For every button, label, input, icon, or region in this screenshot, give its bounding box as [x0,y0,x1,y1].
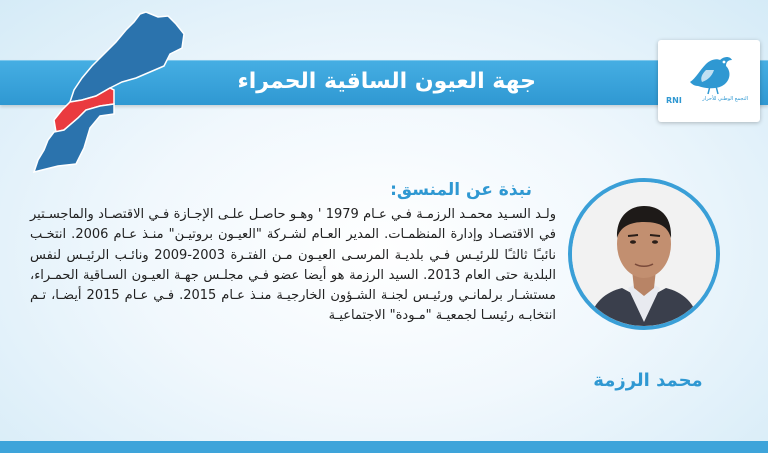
bio-text: ولـد السـيد محمـد الرزمـة فـي عـام 1979 ' وهـو حاصـل علـى الإجـازة فـي الاقتصـاد والماجسـتير في الاقتصـاد وإدارة المنظمـات. المدير العـام لشـركة "العيـون بروتيـن" منـذ عـام 2006. انتخـب نائبـًا ثالثـًا للرئيـس فـي بلديـة المرسـى العيـون مـن الفتـرة 2003-2009 ونائـب الرئيـس لنفس البلدية حتى العام 2013. السيد الرزمة هو أيضا عضو فـي مجلـس جهـة العيـون السـاقية الحمـراء، مستشـار برلمانـي ورئيـس لجنـة الشـؤون الخارجيـة منـذ عـام 2015. فـي عـام 2015 أيضـا، تـم انتخابـه رئيسـا لجمعيـة "مـودة" الاجتماعيـة [30,207,557,324]
party-logo [658,40,760,122]
person-name: محمد الرزمة [593,370,703,391]
page-title: جهة العيون الساقية الحمراء [237,69,536,94]
dove-icon [680,48,738,96]
morocco-map-icon [18,8,188,178]
logo-abbreviation: RNI [666,96,682,105]
bio-heading: نبذة عن المنسق: [390,180,532,200]
logo-subtitle: التجمع الوطني للأحرار [702,96,748,102]
portrait-photo [568,178,720,330]
person-portrait-icon [572,182,716,326]
footer-bar [0,441,768,453]
